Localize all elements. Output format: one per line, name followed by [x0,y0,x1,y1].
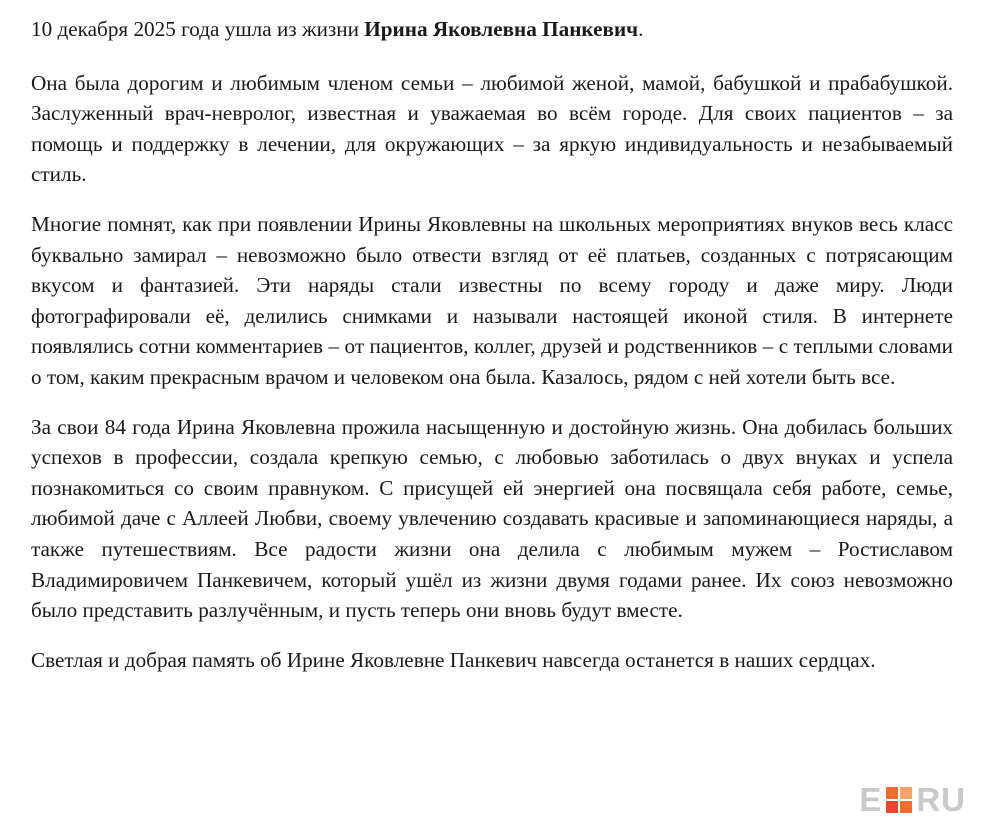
deceased-name: Ирина Яковлевна Панкевич [364,17,639,41]
site-logo-watermark [859,783,966,816]
intro-end: . [638,17,644,41]
logo-squares-icon [886,787,912,813]
paragraph-memory: Светлая и добрая память об Ирине Яковлевне Панкевич навсегда останется в наших сердцах. [31,647,876,672]
intro-date-text: 10 декабря 2025 года ушла из жизни [31,17,365,41]
obituary-document [31,14,953,694]
watermark-left-text: E [859,781,883,818]
paragraph-style: Многие помнят, как при появлении Ирины Яковлевны на школьных мероприятиях внуков весь класс буквально замирал – невозможно было отвести взгляд от её платьев, созданных с потрясающим вкусом и фантазией. Эти наряды стали известны по всему городу и даже миру. Люди фотографировали её, делились снимками и называли настоящей иконой стиля. В интернете появлялись сотни комментариев – от пациентов, коллег, друзей и родственников – с теплыми словами о том, каким прекрасным врачом и человеком она была. Казалось, рядом с ней хотели быть все. [31,211,953,389]
paragraph-life: За свои 84 года Ирина Яковлевна прожила насыщенную и достойную жизнь. Она добилась больших успехов в профессии, создала крепкую семью, с любовью заботилась о двух внуках и успела познакомиться со своим правнуком. С присущей ей энергией она посвящала себя работе, семье, любимой даче с Аллеей Любви, своему увлечению создавать красивые и запоминающиеся наряды, а также путешествиям. Все радости жизни она делила с любимым мужем – Ростиславом Владимировичем Панкевичем, который ушёл из жизни двумя годами ранее. Их союз невозможно было представить разлучённым, и пусть теперь они вновь будут вместе. [31,414,953,623]
intro-line [31,14,953,45]
paragraph-family: Она была дорогим и любимым членом семьи – любимой женой, мамой, бабушкой и прабабушкой. Заслуженный врач-невролог, известная и уважаемая во всём городе. Для своих пациентов – за помощь и поддержку в лечении, для окружающих – за яркую индивидуальность и незабываемый стиль. [31,70,953,187]
watermark-right-text: RU [916,781,966,818]
